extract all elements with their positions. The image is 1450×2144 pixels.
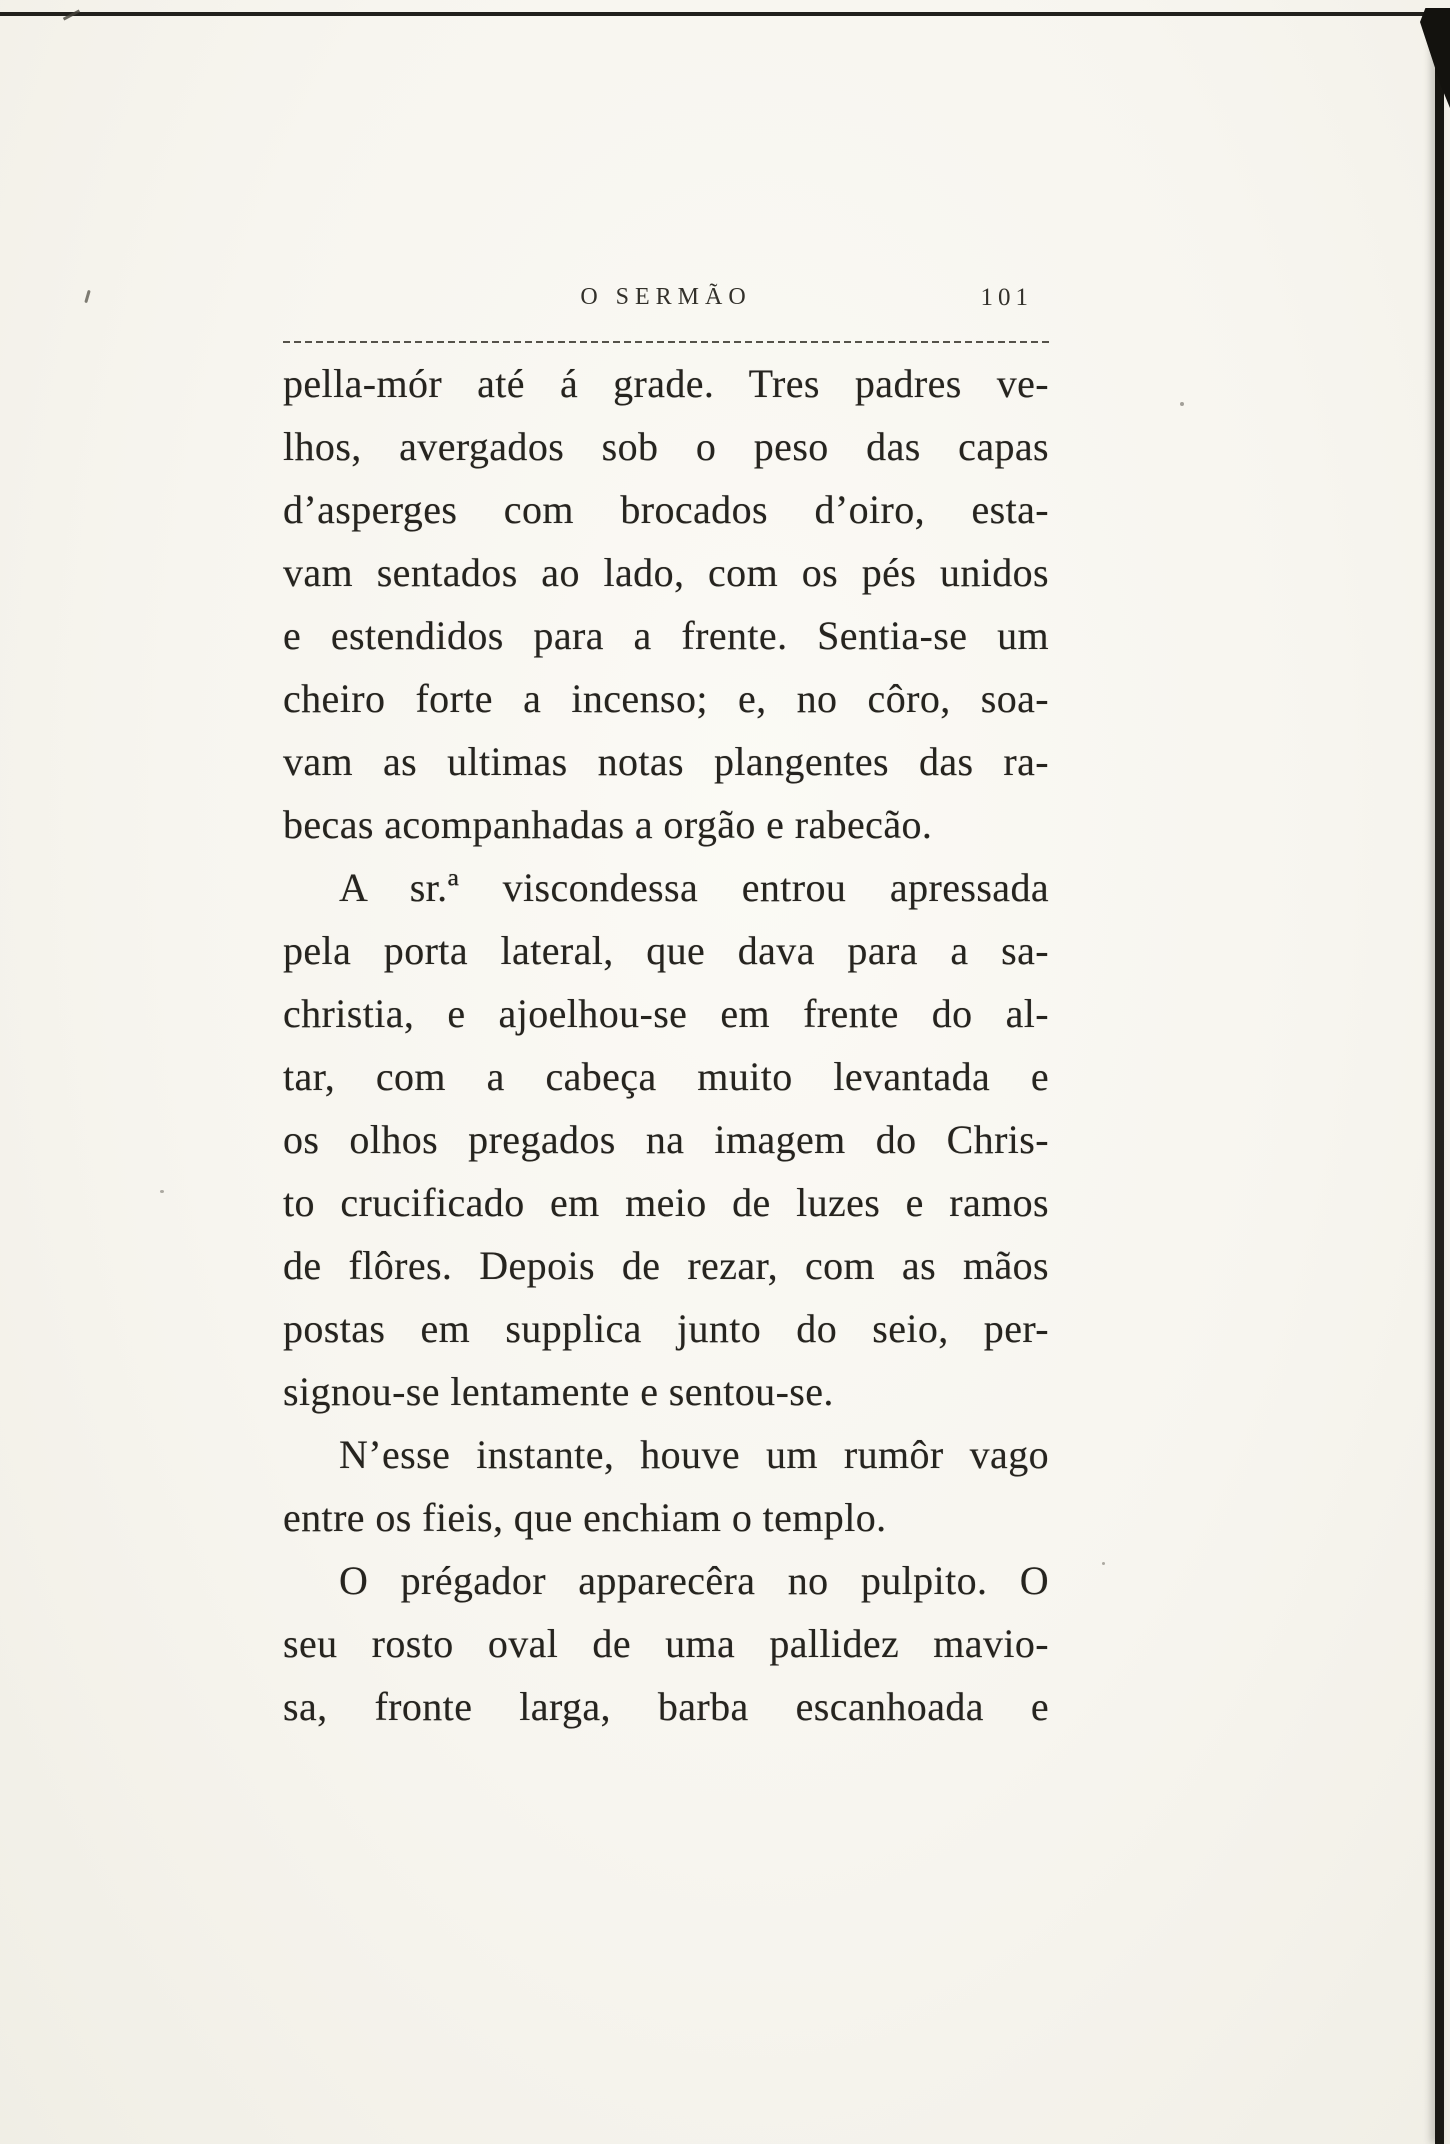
scan-speck (1102, 1562, 1105, 1565)
text-line: to crucificado em meio de luzes e ramos (283, 1180, 1049, 1225)
text-line: N’esse instante, houve um rumôr vago (339, 1432, 1049, 1477)
running-header (283, 284, 1049, 318)
text-line: pela porta lateral, que dava para a sa- (283, 928, 1049, 973)
text-line: A sr.ª viscondessa entrou apressada (339, 865, 1049, 910)
text-line: pella-mór até á grade. Tres padres ve- (283, 361, 1049, 406)
text-line: christia, e ajoelhou-se em frente do al- (283, 991, 1049, 1036)
text-line: O prégador apparecêra no pulpito. O (339, 1558, 1049, 1603)
paragraph (283, 856, 1049, 1423)
text-line: sa, fronte larga, barba escanhoada e (283, 1684, 1049, 1729)
text-line: entre os fieis, que enchiam o templo. (283, 1495, 887, 1540)
text-line: de flôres. Depois de rezar, com as mãos (283, 1243, 1049, 1288)
text-line: signou-se lentamente e sentou-se. (283, 1369, 834, 1414)
text-line: cheiro forte a incenso; e, no côro, soa- (283, 676, 1049, 721)
page-number: 101 (980, 284, 1033, 311)
header-divider-rule (283, 341, 1049, 343)
paragraph (283, 1423, 1049, 1549)
scan-speck (1180, 402, 1184, 406)
text-line: e estendidos para a frente. Sentia-se um (283, 613, 1049, 658)
text-line: d’asperges com brocados d’oiro, esta- (283, 487, 1049, 532)
text-line: becas acompanhadas a orgão e rabecão. (283, 802, 933, 847)
paragraph (283, 352, 1049, 856)
scan-speck (160, 1190, 164, 1193)
binding-shadow-bar (1435, 40, 1444, 2144)
page-top-edge-line (0, 12, 1450, 16)
running-title: O SERMÃO (580, 284, 752, 310)
page-body-text (283, 352, 1049, 1738)
paragraph (283, 1549, 1049, 1738)
text-line: os olhos pregados na imagem do Chris- (283, 1117, 1049, 1162)
scan-speck (84, 290, 90, 303)
text-line: vam sentados ao lado, com os pés unidos (283, 550, 1049, 595)
text-line: seu rosto oval de uma pallidez mavio- (283, 1621, 1049, 1666)
text-line: vam as ultimas notas plangentes das ra- (283, 739, 1049, 784)
text-line: postas em supplica junto do seio, per- (283, 1306, 1049, 1351)
text-line: tar, com a cabeça muito levantada e (283, 1054, 1049, 1099)
text-line: lhos, avergados sob o peso das capas (283, 424, 1049, 469)
